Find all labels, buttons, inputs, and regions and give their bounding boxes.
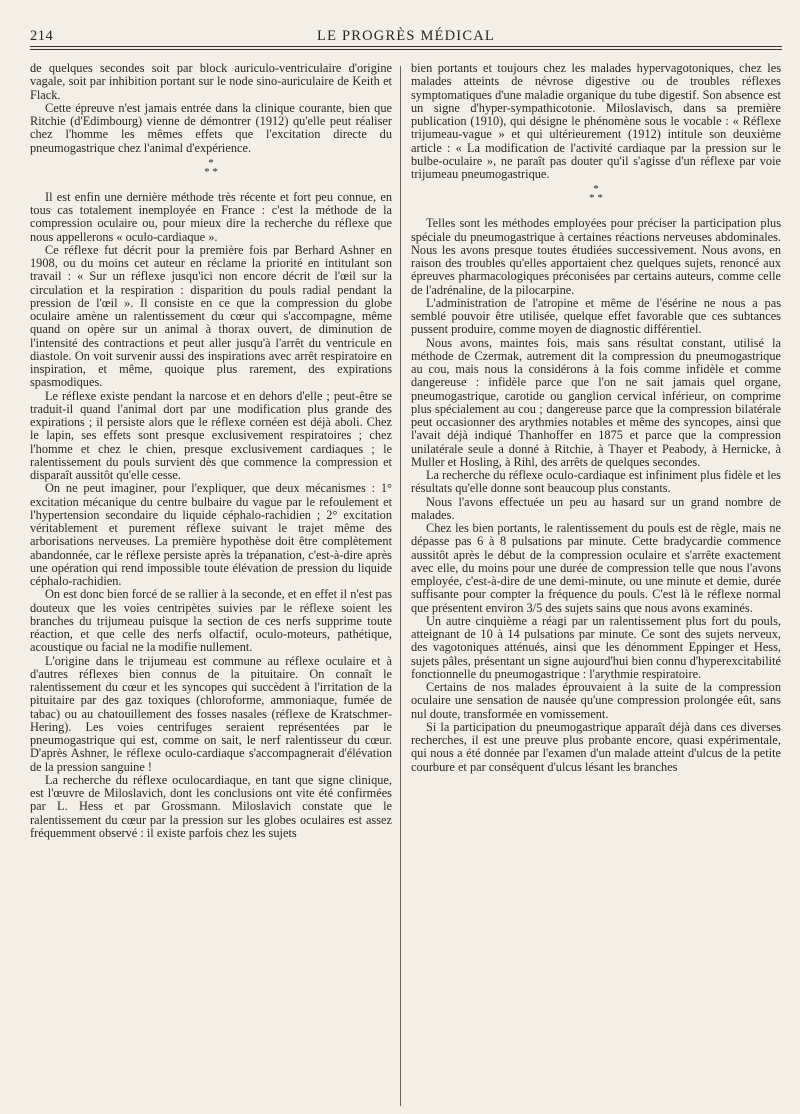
- paragraph: Le réflexe existe pendant la narcose et en dehors d'elle ; peut-être se traduit-il quand l'animal dort par une modification plus grande des expirations ; il persiste alors que le réflexe cornéen est déjà aboli. Chez le lapin, ses effets sont presque exclusivement respiratoires ; chez l'homme et chez le chien, presque exclusivement cardiaques ; le ralentissement du pouls survient dès que commence la compression et disparaît aussitôt qu'elle cesse.: [30, 388, 392, 482]
- paragraph: La recherche du réflexe oculo-cardiaque est infiniment plus fidèle et les résultats qu'elle donne sont beaucoup plus constants.: [411, 468, 781, 496]
- paragraph: de quelques secondes soit par block auriculo-ventriculaire d'origine vagale, soit par inhibition portant sur le node sino-auriculaire de Keith et Flack.: [30, 61, 392, 102]
- section-separator-asterism: * * *: [589, 183, 603, 205]
- running-title: LE PROGRÈS MÉDICAL: [317, 28, 495, 44]
- paragraph: Nous l'avons effectuée un peu au hasard sur un grand nombre de malades.: [411, 494, 781, 522]
- paragraph: bien portants et toujours chez les malades hypervagotoniques, chez les malades atteints de névrose digestive ou de troubles réflexes symptomatiques d'une maladie organique du tube digestif. Son absence est un signe d'hyper-sympathicotonie. Miloslavisch, dans sa première publication (1910), qui désigne le phénomène sous le vocable : « Réflexe trijumeau-vague » et qui ultérieurement (1912) intitule son deuxième article : « La modification de l'activité cardiaque par la pression sur le bulbe-oculaire », ne paraît pas douter qu'il s'agisse d'un réflexe par voie trijumeau pneumogastrique.: [411, 61, 781, 181]
- paragraph: Si la participation du pneumogastrique apparaît déjà dans ces diverses recherches, il est une preuve plus probante encore, quasi expérimentale, qui nous a été donnée par l'examen d'un malade atteint d'ulcus de la petite courbure et par conséquent d'ulcus lésant les branches: [411, 719, 781, 774]
- paragraph: Ce réflexe fut décrit pour la première fois par Berhard Ashner en 1908, ou du moins cet auteur en réclame la priorité en intitulant son travail : « Sur un réflexe jusqu'ici non encore décrit de l'œil sur la circulation et la respiration : disparition du pouls radial pendant la pression de l'œil ». Il consiste en ce que la compression du globe oculaire amène un ralentissement du cœur qui s'accompagne, même quand on opère sur un animal à thorax ouvert, de diminution de l'intensité des contractions et peut aller jusqu'à l'arrêt du ventricule en diastole. On voit survenir aussi des inspirations avec arrêt respiratoire en inspiration, et même, quoique plus rarement, des expirations spasmodiques.: [30, 242, 392, 390]
- paragraph: La recherche du réflexe oculocardiaque, en tant que signe clinique, est l'œuvre de Miloslavich, dont les conclusions ont vite été confirmées par L. Hess et par Grossmann. Miloslavich constate que le ralentissement du cœur par la pression sur les globes oculaires est assez fréquemment observé : il existe parfois chez les sujets: [30, 772, 392, 840]
- paragraph: Certains de nos malades éprouvaient à la suite de la compression oculaire une sensation de nausée qu'une compression prolongée eût, sans nul doute, transformée en vomissement.: [411, 680, 781, 721]
- paragraph: Chez les bien portants, le ralentissement du pouls est de règle, mais ne dépasse pas 6 à 8 pulsations par minute. Cette bradycardie commence aussitôt après le début de la compression oculaire et s'arrête exactement avec elle, du moins pour une durée de compression telle que nous l'avons employée, c'est-à-dire de une demi-minute, ou une minute et demie, durée suffisante pour compter la fréquence du pouls. C'est là le réflexe normal que présentent environ 3/5 des sujets sains que nous avons examinés.: [411, 521, 781, 615]
- left-column: [30, 62, 392, 840]
- section-separator-asterism: * * *: [204, 156, 218, 178]
- paragraph: Il est enfin une dernière méthode très récente et fort peu connue, en tous cas totalement inemployée en France : c'est la méthode de la compression oculaire ou, pour mieux dire la recherche du réflexe que nous appellerons « oculo-cardiaque ».: [30, 189, 392, 244]
- paragraph: Cette épreuve n'est jamais entrée dans la clinique courante, bien que Ritchie (d'Edimbourg) vienne de démontrer (1912) qu'elle peut réaliser chez l'homme les mêmes effets que l'excitation directe du pneumogastrique chez l'animal d'expérience.: [30, 100, 392, 155]
- paragraph: L'origine dans le trijumeau est commune au réflexe oculaire et à d'autres réflexes bien connus de la pituitaire. On connaît le ralentissement du cœur et les syncopes qui succèdent à l'irritation de la pituitaire par des gaz toxiques (chloroforme, ammoniaque, fumée de tabac) ou au chatouillement des fosses nasales (réflexe de Kratschmer-Hering). Les voies centrifuges seraient représentées par le pneumogastrique qui est, comme on sait, le nerf ralentisseur du cœur. D'après Ashner, le réflexe oculo-cardiaque s'accompagnerait d'élévation de la pression sanguine !: [30, 653, 392, 774]
- column-divider: [400, 66, 401, 1106]
- right-column: [411, 62, 781, 774]
- header-rule: [30, 46, 782, 50]
- paragraph: Nous avons, maintes fois, mais sans résultat constant, utilisé la méthode de Czermak, autrement dit la compression du pneumogastrique au cou, mais nous la considérons à la fois comme infidèle et comme dangereuse : infidèle parce que l'on ne sait jamais quel organe, pneumogastrique, carotide ou ganglion cervical inférieur, on comprime plus spécialement au cou ; dangereuse parce que la compression bilatérale peut occasionner des arythmies notables et même des syncopes, ainsi que l'avait déjà indiqué Thanhoffer en 1875 et parce que la compression unilatérale seule a donné à Ritchie, à Thayer et Peabody, à Hernicke, à Muller et Hosling, à Rihl, des arrêts de quelques secondes.: [411, 335, 781, 469]
- page-number: 214: [30, 28, 54, 44]
- paragraph: Un autre cinquième a réagi par un ralentissement plus fort du pouls, atteignant de 10 à 14 pulsations par minute. Ce sont des sujets nerveux, des vagotoniques atténués, ainsi que les dénomment Eppinger et Hess, sujets pâles, présentant un signe aujourd'hui bien connu d'hyperexcitabilité fonctionnelle du pneumogastrique : l'arythmie respiratoire.: [411, 613, 781, 681]
- paragraph: Telles sont les méthodes employées pour préciser la participation plus spéciale du pneumogastrique à certaines réactions nerveuses abdominales. Nous les avons presque toutes étudiées successivement. Nous avons, en raison des troubles qu'elles apportaient chez quelques sujets, renoncé aux épreuves pharmacologiques préconisées par certains auteurs, comme celle de l'adrénaline, de la pilocarpine.: [411, 216, 781, 297]
- paragraph: L'administration de l'atropine et même de l'ésérine ne nous a pas semblé pouvoir être utilisée, quelque effet favorable que ces subtances pussent produire, comme moyen de diagnostic différentiel.: [411, 295, 781, 337]
- paragraph: On est donc bien forcé de se rallier à la seconde, et en effet il n'est pas douteux que les voies centripètes suivies par le réflexe soient les branches du trijumeau puisque la section de ces nerfs supprime toute réaction, et que celle des nerfs olfactif, oculo-moteurs, pathétique, acoustique ou facial ne la modifie nullement.: [30, 587, 392, 655]
- paragraph: On ne peut imaginer, pour l'expliquer, que deux mécanismes : 1° excitation mécanique du centre bulbaire du vague par le refoulement et l'hypertension secondaire du liquide céphalo-rachidien ; 2° excitation véritablement et purement réflexe suivant le trajet même des arborisations nerveuses. La première hypothèse doit être complètement abandonnée, car le réflexe persiste après la trépanation, c'est-à-dire après une opération qui rend impossible toute élévation de pression du liquide céphalo-rachidien.: [30, 481, 392, 588]
- page-header: [30, 26, 782, 48]
